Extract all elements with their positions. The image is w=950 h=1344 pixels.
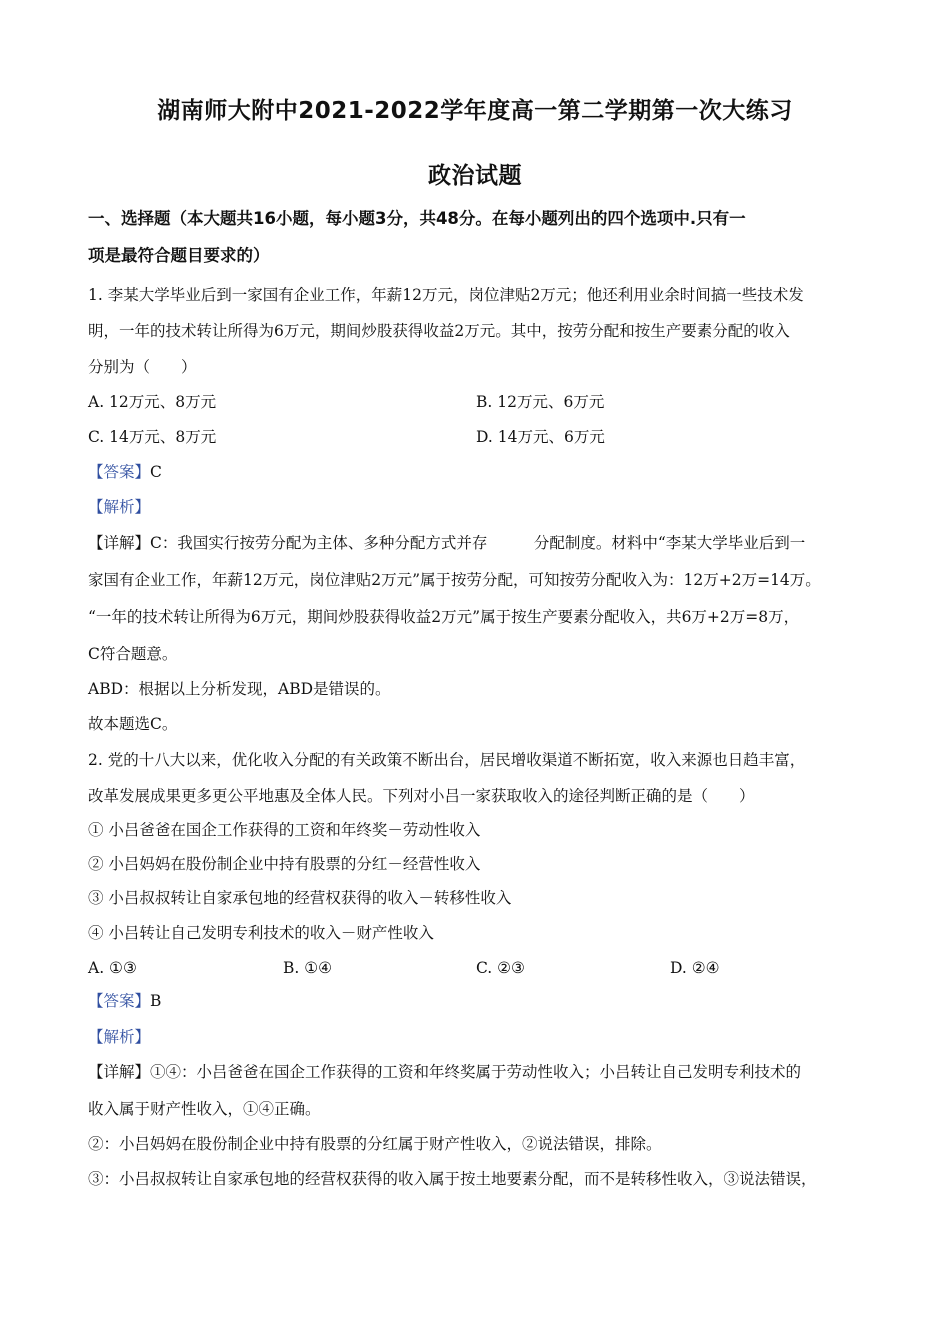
q2-answer bbox=[88, 990, 878, 1012]
q2-item-4: ④ 小吕转让自己发明专利技术的收入－财产性收入 bbox=[88, 924, 434, 942]
detail-label: 【详解】 bbox=[88, 1063, 151, 1081]
q1-answer bbox=[88, 461, 878, 483]
q1-analysis-label: 【解析】 bbox=[88, 498, 151, 516]
q2-item-3: ③ 小吕叔叔转让自家承包地的经营权获得的收入－转移性收入 bbox=[88, 889, 512, 907]
q1-option-d: D. 14万元、6万元 bbox=[476, 428, 605, 446]
q2-option-a: A. ①③ bbox=[88, 959, 137, 977]
q2-stem-line-2: 改革发展成果更多更公平地惠及全体人民。下列对小吕一家获取收入的途径判断正确的是（ ） bbox=[88, 787, 755, 805]
q1-stem-line-1: 1. 李某大学毕业后到一家国有企业工作，年薪12万元，岗位津贴2万元；他还利用业余时间搞一些技术发 bbox=[88, 286, 804, 304]
answer-value: B bbox=[150, 992, 162, 1010]
q1-detail-line-3: “一年的技术转让所得为6万元，期间炒股获得收益2万元”属于按生产要素分配收入，共6万+2万=8万， bbox=[88, 608, 800, 626]
q2-option-d: D. ②④ bbox=[670, 959, 720, 977]
section-heading: 一、选择题（本大题共16小题，每小题3分，共48分。在每小题列出的四个选项中.只有一 bbox=[88, 209, 746, 228]
q1-option-b: B. 12万元、6万元 bbox=[476, 393, 605, 411]
q2-option-c: C. ②③ bbox=[476, 959, 525, 977]
q1-stem-line-2: 明，一年的技术转让所得为6万元，期间炒股获得收益2万元。其中，按劳分配和按生产要素分配的收入 bbox=[88, 322, 790, 340]
q1-stem-line-3: 分别为（ ） bbox=[88, 358, 197, 376]
doc-subtitle: 政治试题 bbox=[428, 163, 522, 189]
q2-analysis-label: 【解析】 bbox=[88, 1028, 151, 1046]
q2-detail-line-2: 收入属于财产性收入，①④正确。 bbox=[88, 1100, 321, 1118]
section-heading-cont: 项是最符合题目要求的） bbox=[88, 246, 270, 265]
q1-option-c: C. 14万元、8万元 bbox=[88, 428, 217, 446]
q2-stem-line-1: 2. 党的十八大以来，优化收入分配的有关政策不断出台，居民增收渠道不断拓宽，收入来源也日趋丰富， bbox=[88, 751, 806, 769]
q2-option-b: B. ①④ bbox=[283, 959, 333, 977]
detail-label: 【详解】 bbox=[88, 534, 151, 552]
q2-detail-line-4: ③：小吕叔叔转让自家承包地的经营权获得的收入属于按土地要素分配，而不是转移性收入，③说法错误， bbox=[88, 1170, 817, 1188]
answer-value: C bbox=[150, 463, 162, 481]
q1-detail-line-4: C符合题意。 bbox=[88, 645, 178, 663]
q1-detail-line-5: ABD：根据以上分析发现，ABD是错误的。 bbox=[88, 680, 391, 698]
q2-detail-line-1 bbox=[88, 1061, 878, 1083]
q1-detail-line-6: 故本题选C。 bbox=[88, 715, 178, 733]
answer-label: 【答案】 bbox=[88, 463, 151, 481]
q1-option-a: A. 12万元、8万元 bbox=[88, 393, 217, 411]
q2-item-2: ② 小吕妈妈在股份制企业中持有股票的分红－经营性收入 bbox=[88, 855, 481, 873]
detail-text: ①④：小吕爸爸在国企工作获得的工资和年终奖属于劳动性收入；小吕转让自己发明专利技术的 bbox=[150, 1063, 802, 1081]
doc-title: 湖南师大附中2021-2022学年度高一第二学期第一次大练习 bbox=[157, 98, 793, 124]
q2-item-1: ① 小吕爸爸在国企工作获得的工资和年终奖－劳动性收入 bbox=[88, 821, 481, 839]
detail-text: C：我国实行按劳分配为主体、多种分配方式并存 分配制度。材料中“李某大学毕业后到一 bbox=[150, 534, 806, 552]
q2-detail-line-3: ②：小吕妈妈在股份制企业中持有股票的分红属于财产性收入，②说法错误，排除。 bbox=[88, 1135, 662, 1153]
q1-detail-line-2: 家国有企业工作，年薪12万元，岗位津贴2万元”属于按劳分配，可知按劳分配收入为：12万+2万=14万。 bbox=[88, 571, 821, 589]
q1-detail-line-1 bbox=[88, 532, 878, 554]
answer-label: 【答案】 bbox=[88, 992, 151, 1010]
